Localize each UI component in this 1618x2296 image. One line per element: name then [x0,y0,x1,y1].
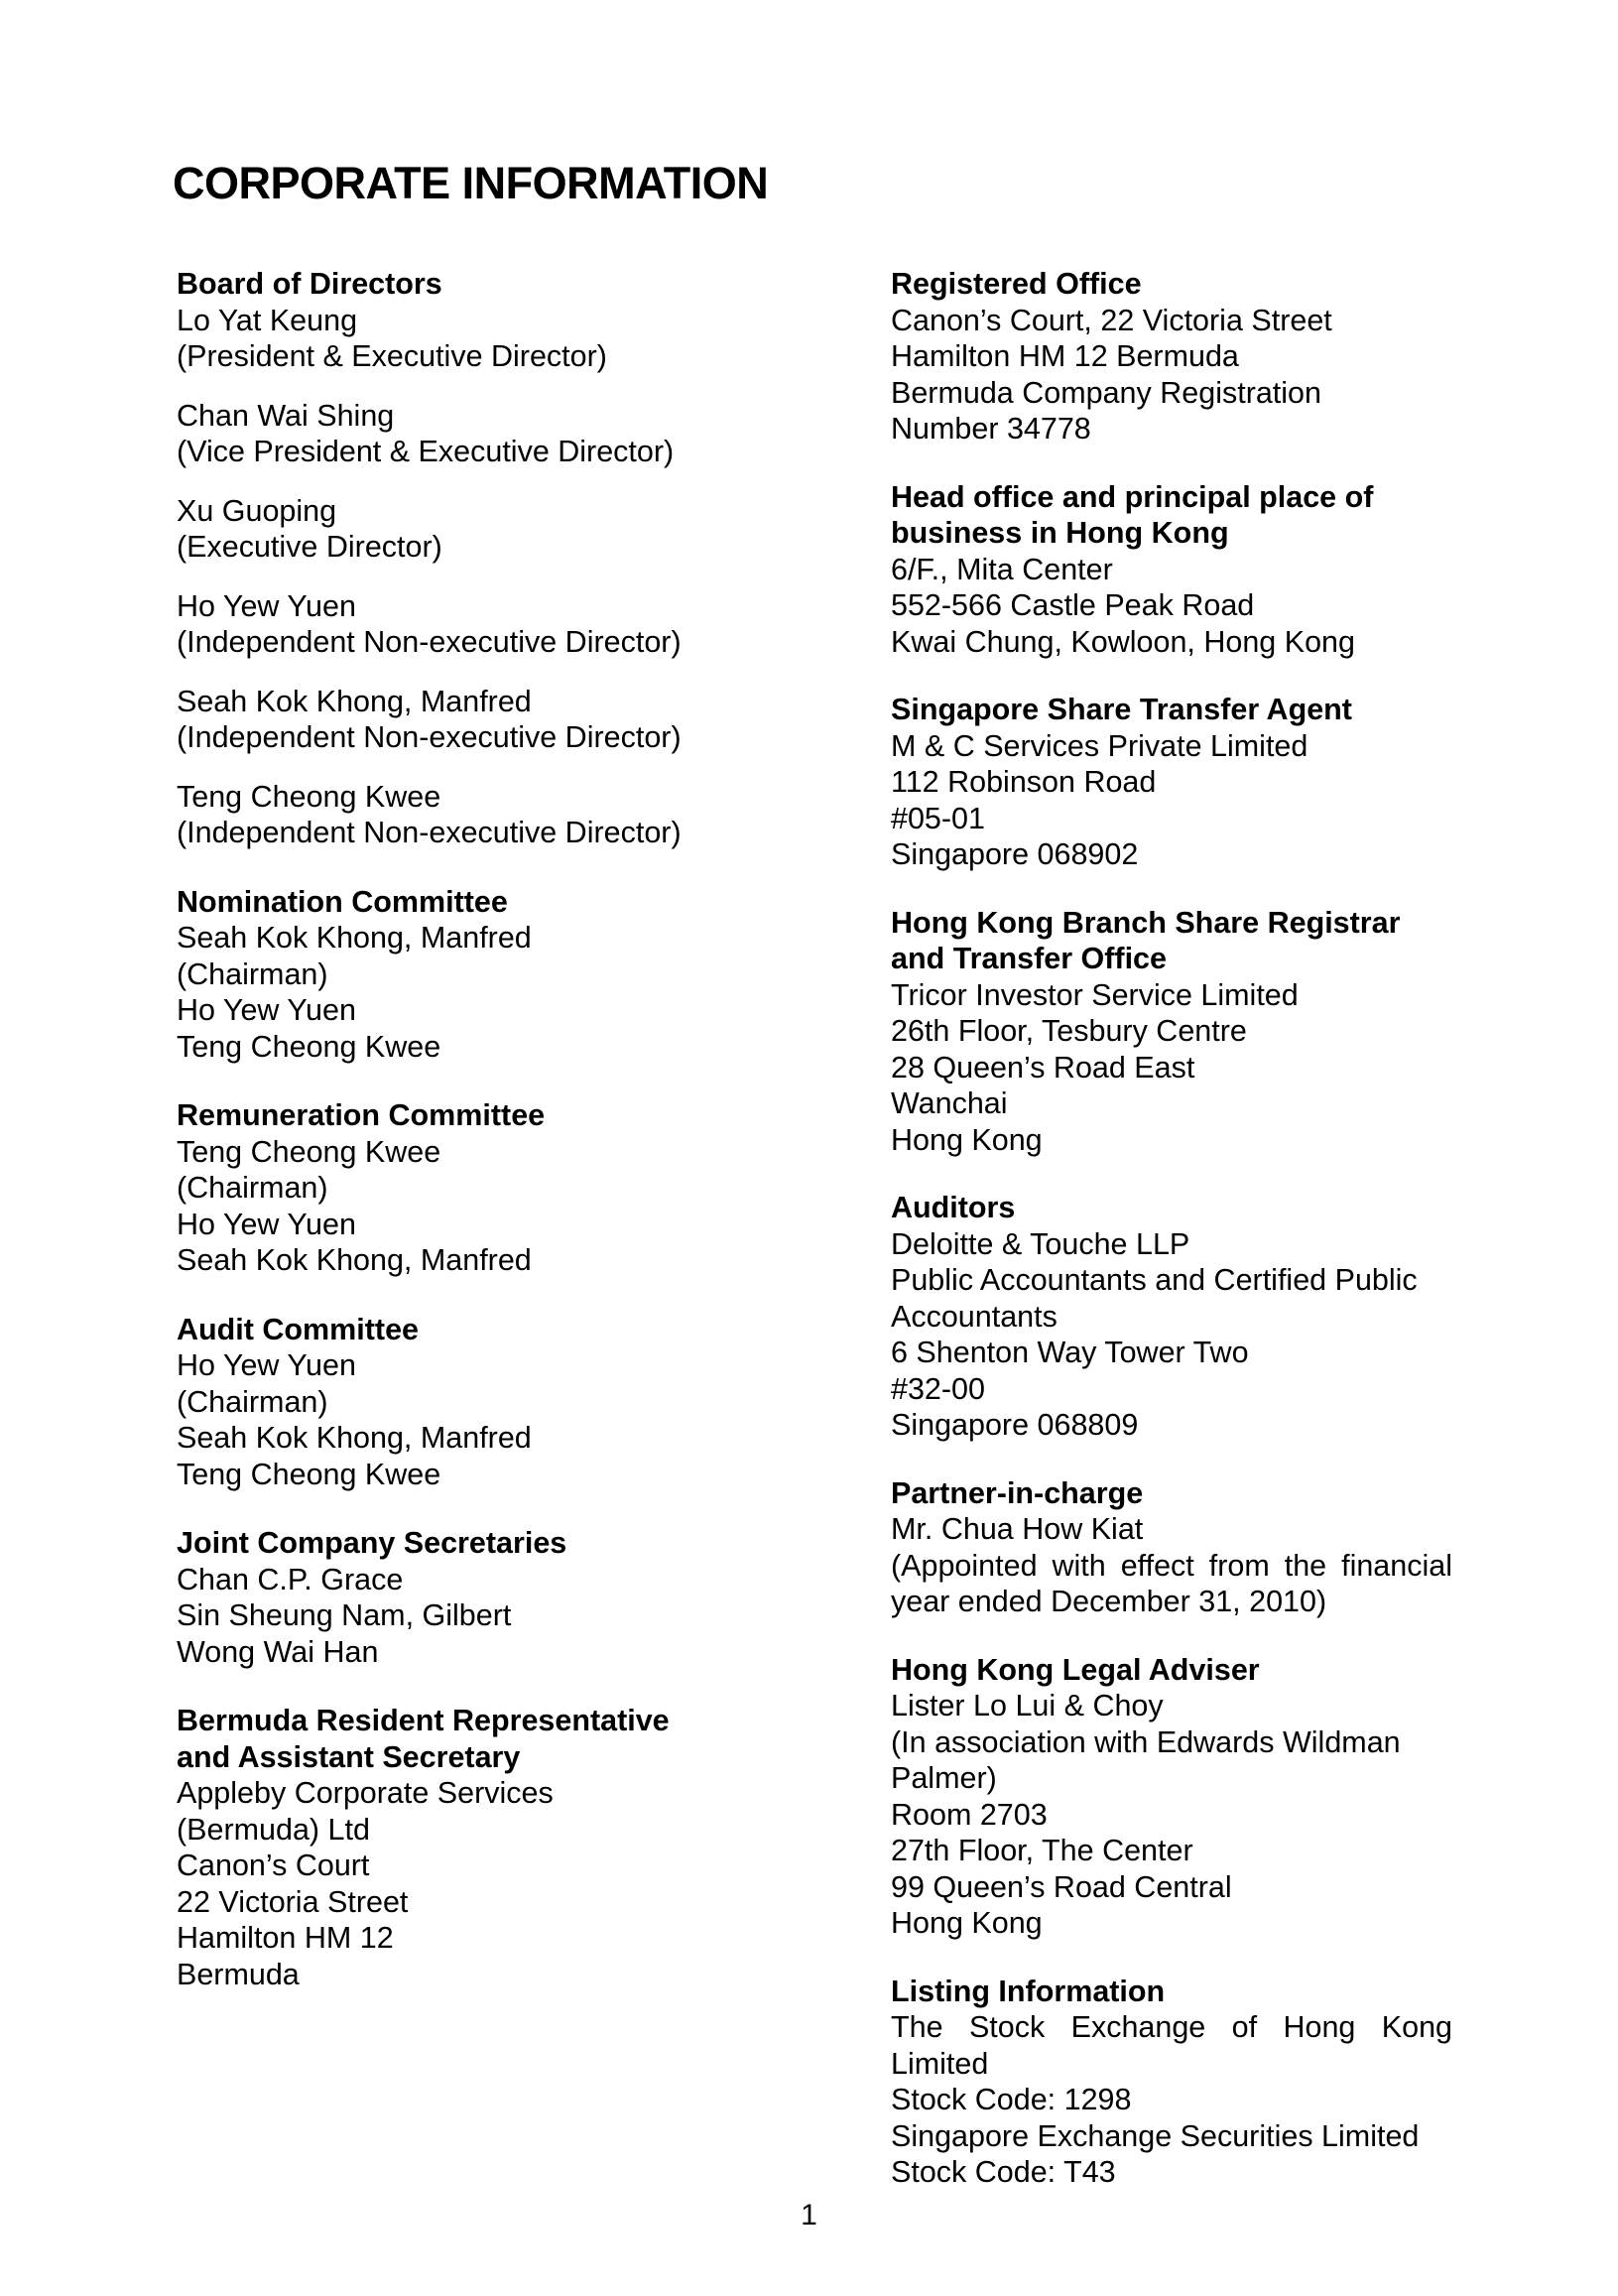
committee-line: Ho Yew Yuen [177,1348,356,1382]
audit-committee-section [177,1312,811,1493]
committee-line: Ho Yew Yuen [177,993,356,1027]
detail-line: Mr. Chua How Kiat [891,1512,1144,1546]
address-line: Bermuda [177,1957,300,1991]
secretary-line: Wong Wai Han [177,1634,379,1669]
address-line: 26th Floor, Tesbury Centre [891,1014,1247,1048]
address-line: Kwai Chung, Kowloon, Hong Kong [891,624,1355,659]
section-heading: Auditors [891,1191,1016,1224]
committee-line: Seah Kok Khong, Manfred [177,921,532,955]
address-line: (Bermuda) Ltd [177,1812,370,1847]
director-name: Seah Kok Khong, Manfred [177,684,532,718]
director-name: Ho Yew Yuen [177,588,356,623]
committee-line: (Chairman) [177,1384,328,1419]
address-line: Bermuda Company Registration [891,375,1321,410]
detail-line: (Appointed with effect from the financial [891,1548,1452,1583]
director-entry [177,588,811,661]
committee-line: Seah Kok Khong, Manfred [177,1243,532,1277]
address-line: Hamilton HM 12 [177,1921,394,1955]
section-heading: and Assistant Secretary [177,1739,521,1774]
partner-in-charge-section [891,1475,1452,1620]
address-line: Wanchai [891,1086,1008,1120]
secretary-line: Sin Sheung Nam, Gilbert [177,1598,512,1632]
director-name: Lo Yat Keung [177,303,358,337]
address-line: Public Accountants and Certified Public [891,1263,1418,1297]
committee-line: Teng Cheong Kwee [177,1029,441,1064]
director-role: (Independent Non-executive Director) [177,625,682,659]
committee-line: Ho Yew Yuen [177,1207,356,1241]
address-line: Canon’s Court, 22 Victoria Street [891,303,1332,337]
section-heading: Registered Office [891,267,1142,301]
address-line: #05-01 [891,801,985,835]
detail-line: The Stock Exchange of Hong Kong [891,2010,1452,2044]
section-heading: Joint Company Secretaries [177,1526,567,1560]
committee-line: (Chairman) [177,1171,328,1205]
director-entry [177,684,811,756]
address-line: 27th Floor, The Center [891,1834,1193,1867]
address-line: Singapore 068902 [891,837,1139,871]
left-column [177,266,811,2025]
detail-line: Stock Code: 1298 [891,2083,1132,2116]
director-role: (Executive Director) [177,530,442,564]
section-heading: Audit Committee [177,1312,419,1346]
address-line: Palmer) [891,1761,997,1795]
section-heading: Bermuda Resident Representative [177,1704,670,1737]
address-line: Singapore 068809 [891,1408,1139,1442]
director-name: Xu Guoping [177,493,337,528]
address-line: 22 Victoria Street [177,1884,409,1919]
head-office-section [891,479,1452,661]
section-heading: Singapore Share Transfer Agent [891,693,1352,726]
detail-line: Stock Code: T43 [891,2155,1116,2189]
address-line: Tricor Investor Service Limited [891,977,1299,1012]
address-line: (In association with Edwards Wildman [891,1724,1401,1759]
address-line: 99 Queen’s Road Central [891,1869,1232,1904]
address-line: #32-00 [891,1371,985,1406]
address-line: Accountants [891,1299,1058,1334]
section-heading: Remuneration Committee [177,1098,546,1132]
address-line: 6 Shenton Way Tower Two [891,1336,1249,1369]
hong-kong-registrar-section [891,905,1452,1159]
page-number: 1 [801,2199,817,2232]
bermuda-resident-representative-section [177,1703,811,1992]
director-entry [177,303,811,375]
address-line: Hong Kong [891,1122,1043,1157]
address-line: Lister Lo Lui & Choy [891,1689,1164,1722]
detail-line: Singapore Exchange Securities Limited [891,2118,1420,2153]
director-entry [177,398,811,470]
section-heading: business in Hong Kong [891,516,1229,550]
page-title: CORPORATE INFORMATION [173,158,769,208]
address-line: 112 Robinson Road [891,765,1157,799]
detail-line: year ended December 31, 2010) [891,1585,1327,1618]
remuneration-committee-section [177,1097,811,1279]
singapore-transfer-agent-section [891,692,1452,873]
address-line: M & C Services Private Limited [891,728,1308,763]
address-line: Room 2703 [891,1797,1048,1832]
detail-line: Limited [891,2046,989,2081]
address-line: Hong Kong [891,1906,1043,1940]
section-heading: Board of Directors [177,267,442,301]
director-name: Teng Cheong Kwee [177,779,441,814]
director-entry [177,493,811,566]
address-line: 552-566 Castle Peak Road [891,588,1255,622]
section-heading: and Transfer Office [891,942,1167,975]
committee-line: (Chairman) [177,957,328,991]
section-heading: Partner-in-charge [891,1475,1144,1510]
auditors-section [891,1190,1452,1444]
committee-line: Teng Cheong Kwee [177,1457,441,1491]
registered-office-section [891,266,1452,447]
section-heading: Nomination Committee [177,884,508,919]
director-name: Chan Wai Shing [177,398,395,433]
director-role: (Independent Non-executive Director) [177,816,682,849]
committee-line: Seah Kok Khong, Manfred [177,1421,532,1455]
section-heading: Hong Kong Branch Share Registrar [891,905,1401,940]
nomination-committee-section [177,884,811,1066]
right-column [891,266,1452,2223]
committee-line: Teng Cheong Kwee [177,1134,441,1169]
director-role: (Vice President & Executive Director) [177,435,675,468]
address-line: Deloitte & Touche LLP [891,1226,1190,1261]
secretary-line: Chan C.P. Grace [177,1562,404,1596]
address-line: Canon’s Court [177,1849,370,1882]
section-heading: Head office and principal place of [891,479,1374,514]
board-of-directors-section [177,266,811,851]
address-line: 28 Queen’s Road East [891,1050,1195,1084]
address-line: Appleby Corporate Services [177,1776,554,1810]
address-line: 6/F., Mita Center [891,552,1113,586]
address-line: Hamilton HM 12 Bermuda [891,339,1239,373]
director-role: (President & Executive Director) [177,339,607,373]
section-heading: Hong Kong Legal Adviser [891,1652,1260,1687]
director-entry [177,779,811,851]
listing-information-section [891,1974,1452,2191]
legal-adviser-section [891,1652,1452,1942]
joint-company-secretaries-section [177,1525,811,1670]
address-line: Number 34778 [891,412,1091,446]
section-heading: Listing Information [891,1974,1166,2008]
director-role: (Independent Non-executive Director) [177,720,682,754]
